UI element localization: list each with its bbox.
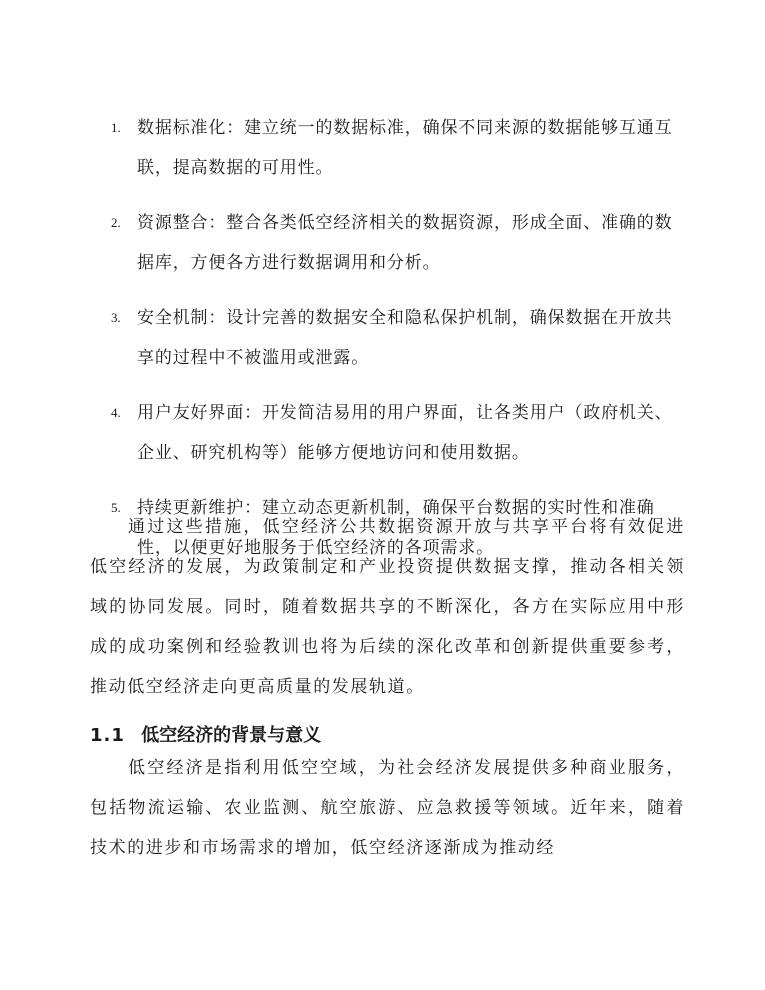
- body-paragraph: 低空经济是指利用低空空域，为社会经济发展提供多种商业服务，包括物流运输、农业监测、航空旅游、应急救援等领域。近年来，随着技术的进步和市场需求的增加，低空经济逐渐成为推动经: [90, 758, 685, 858]
- list-item-number: 2.: [111, 215, 121, 230]
- list-item-text: 用户友好界面：开发简洁易用的用户界面，让各类用户（政府机关、企业、研究机构等）能够方便地访问和使用数据。: [137, 403, 673, 463]
- list-item-text: 数据标准化：建立统一的数据标准，确保不同来源的数据能够互通互联，提高数据的可用性。: [137, 118, 673, 178]
- list-item-text: 资源整合：整合各类低空经济相关的数据资源，形成全面、准确的数据库，方便各方进行数据调用和分析。: [137, 213, 673, 273]
- list-item-text: 安全机制：设计完善的数据安全和隐私保护机制，确保数据在开放共享的过程中不被滥用或泄露。: [137, 308, 673, 368]
- body-paragraph: 通过这些措施，低空经济公共数据资源开放与共享平台将有效促进低空经济的发展，为政策制定和产业投资提供数据支撑，推动各相关领域的协同发展。同时，随着数据共享的不断深化，各方在实际应用中形成的成功案例和经验教训也将为后续的深化改革和创新提供重要参考，推动低空经济走向更高质量的发展轨道。: [90, 517, 685, 697]
- list-item-number: 5.: [111, 500, 121, 515]
- list-item-text: 持续更新维护：建立动态更新机制，确保平台数据的实时性和准确性，以便更好地服务于低空经济的各项需求。: [137, 498, 655, 558]
- list-item-number: 1.: [111, 120, 121, 135]
- section-title: 低空经济的背景与意义: [141, 725, 322, 746]
- list-item: [90, 203, 690, 283]
- section-number: 1.1: [90, 725, 125, 746]
- list-item: [90, 298, 690, 378]
- list-item-number: 4.: [111, 405, 121, 420]
- list-item-number: 3.: [111, 310, 121, 325]
- list-item: [90, 393, 690, 473]
- list-item: [90, 108, 690, 188]
